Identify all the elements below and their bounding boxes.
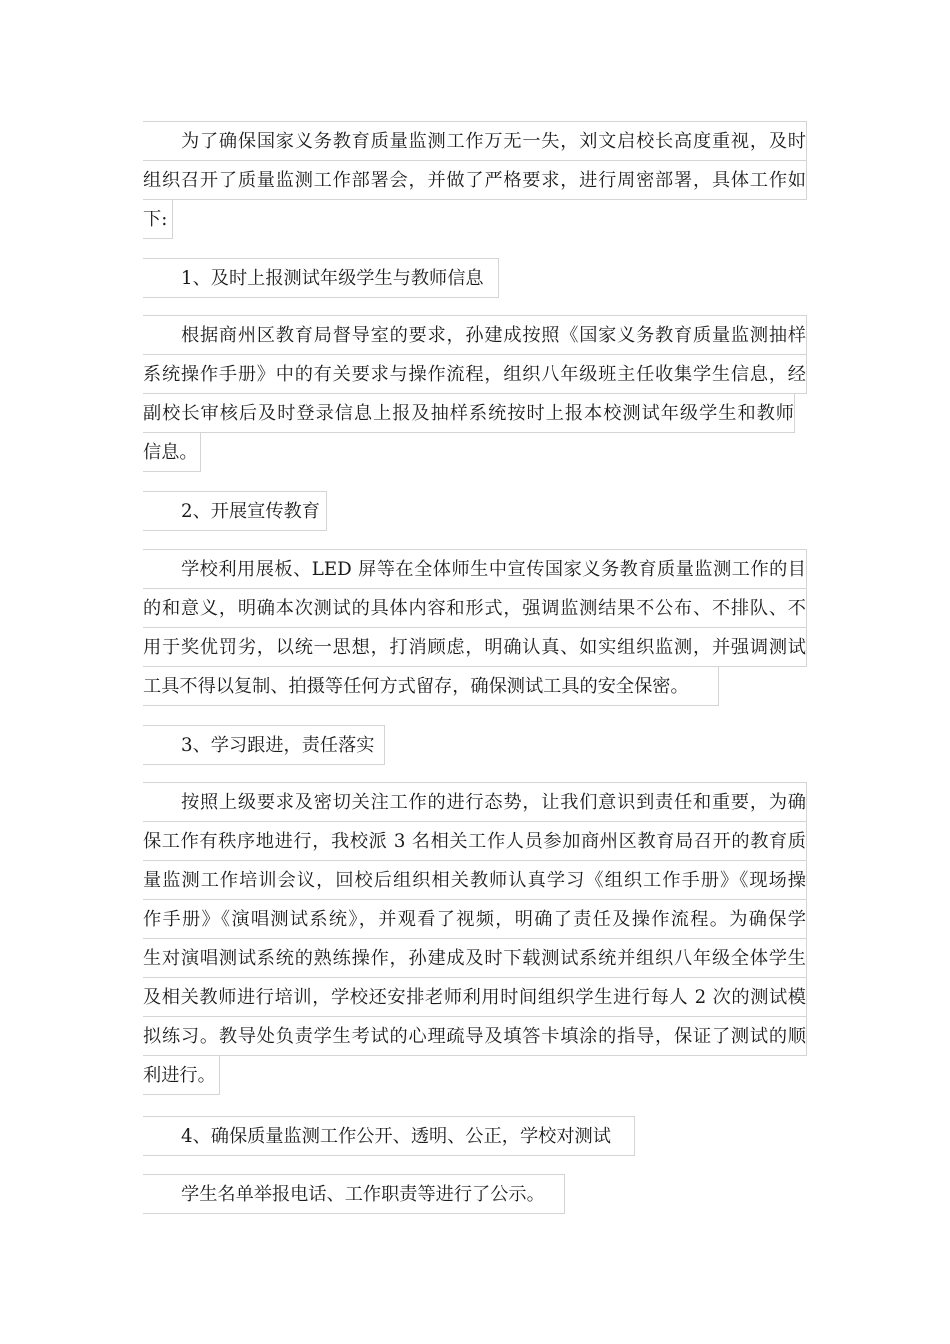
paragraph-line: 工具不得以复制、拍摄等任何方式留存，确保测试工具的安全保密。	[143, 666, 719, 706]
paragraph-line: 保工作有秩序地进行，我校派 3 名相关工作人员参加商州区教育局召开的教育质	[143, 821, 807, 861]
section-3-paragraph	[143, 782, 807, 1094]
paragraph-line: 量监测工作培训会议，回校后组织相关教师认真学习《组织工作手册》《现场操	[143, 860, 807, 900]
section-heading-3	[143, 725, 385, 764]
paragraph-line: 的和意义，明确本次测试的具体内容和形式，强调监测结果不公布、不排队、不	[143, 588, 807, 628]
paragraph-line: 系统操作手册》中的有关要求与操作流程，组织八年级班主任收集学生信息，经	[143, 354, 807, 394]
paragraph-line: 利进行。	[143, 1055, 220, 1095]
paragraph-line: 根据商州区教育局督导室的要求，孙建成按照《国家义务教育质量监测抽样	[143, 315, 807, 355]
section-heading-text: 1、及时上报测试年级学生与教师信息	[143, 258, 499, 298]
section-heading-text: 4、确保质量监测工作公开、透明、公正，学校对测试	[143, 1116, 635, 1156]
section-2-paragraph	[143, 549, 807, 705]
section-heading-text: 2、开展宣传教育	[143, 491, 327, 531]
paragraph-line: 学校利用展板、LED 屏等在全体师生中宣传国家义务教育质量监测工作的目	[143, 549, 807, 589]
paragraph-line: 拟练习。教导处负责学生考试的心理疏导及填答卡填涂的指导，保证了测试的顺	[143, 1016, 807, 1056]
section-heading-2	[143, 491, 327, 530]
section-heading-4	[143, 1116, 635, 1155]
paragraph-line: 下:	[143, 199, 173, 239]
paragraph-line: 及相关教师进行培训，学校还安排老师利用时间组织学生进行每人 2 次的测试模	[143, 977, 807, 1017]
paragraph-line: 作手册》《演唱测试系统》，并观看了视频，明确了责任及操作流程。为确保学	[143, 899, 807, 939]
paragraph-line: 学生名单举报电话、工作职责等进行了公示。	[143, 1174, 565, 1214]
section-heading-1	[143, 258, 499, 297]
paragraph-line: 副校长审核后及时登录信息上报及抽样系统按时上报本校测试年级学生和教师	[143, 393, 795, 433]
intro-paragraph	[143, 121, 807, 238]
section-heading-text: 3、学习跟进，责任落实	[143, 725, 385, 765]
paragraph-line: 组织召开了质量监测工作部署会，并做了严格要求，进行周密部署，具体工作如	[143, 160, 807, 200]
section-1-paragraph	[143, 315, 807, 471]
paragraph-line: 按照上级要求及密切关注工作的进行态势，让我们意识到责任和重要，为确	[143, 782, 807, 822]
paragraph-line: 信息。	[143, 432, 201, 472]
paragraph-line: 用于奖优罚劣，以统一思想，打消顾虑，明确认真、如实组织监测，并强调测试	[143, 627, 807, 667]
paragraph-line: 生对演唱测试系统的熟练操作，孙建成及时下载测试系统并组织八年级全体学生	[143, 938, 807, 978]
section-4-paragraph	[143, 1174, 565, 1213]
paragraph-line: 为了确保国家义务教育质量监测工作万无一失，刘文启校长高度重视，及时	[143, 121, 807, 161]
